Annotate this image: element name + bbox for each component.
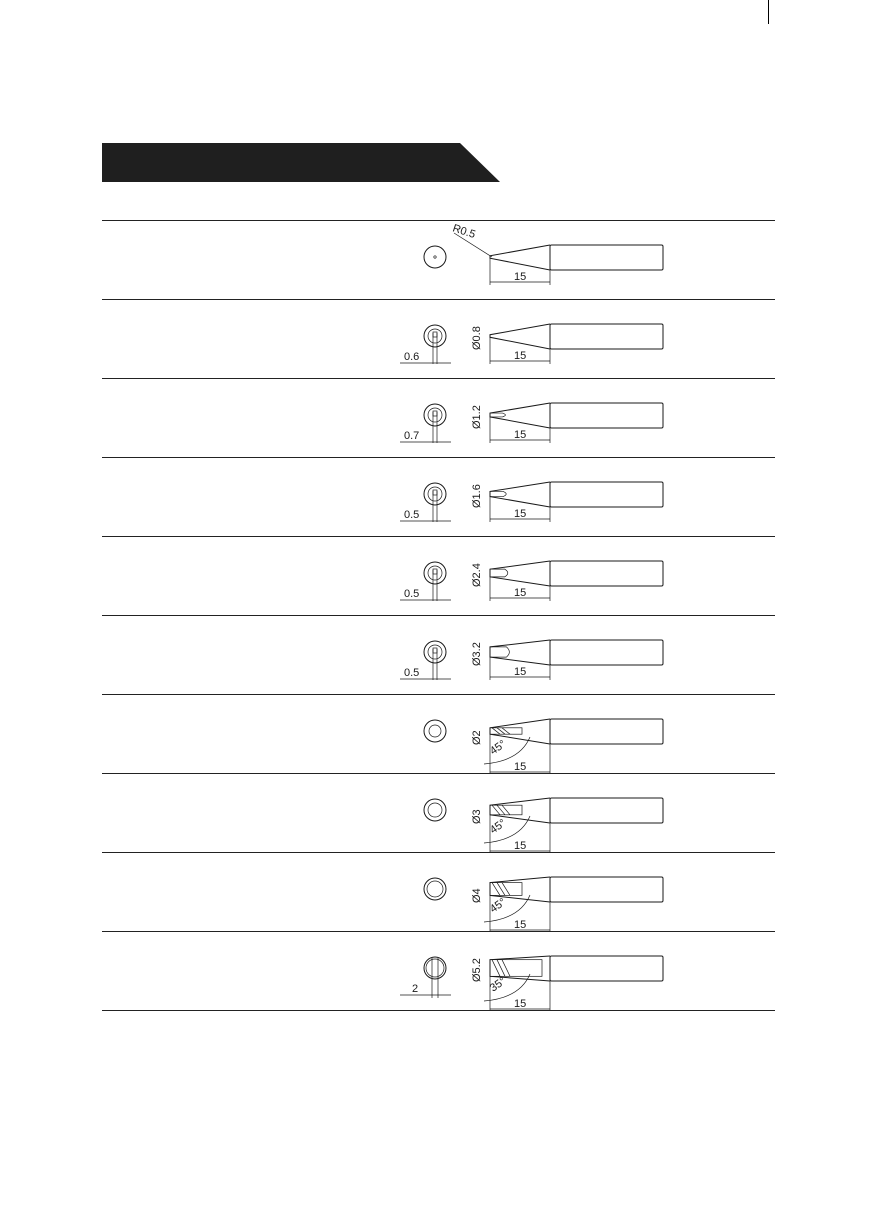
angle-label: 45° (487, 738, 509, 758)
angle-label: 45° (487, 896, 509, 916)
side-dimension-label: 2 (412, 983, 419, 995)
tip-drawing (392, 458, 772, 536)
length-label: 15 (514, 350, 527, 362)
chisel-face (490, 569, 508, 577)
tip-table (102, 220, 775, 1011)
shaft (550, 877, 663, 902)
shaft (550, 245, 663, 270)
tip-drawing (392, 774, 772, 852)
shaft (550, 640, 663, 665)
length-label: 15 (514, 508, 527, 520)
tip-drawing (392, 221, 772, 299)
length-label: 15 (514, 840, 527, 852)
tip-row (102, 378, 775, 457)
radius-label: R0.5 (451, 222, 477, 242)
tip-drawing (392, 695, 772, 773)
shaft (550, 719, 663, 744)
end-view-inner-circle (428, 408, 442, 422)
diameter-label: Ø1.6 (471, 484, 483, 508)
end-view-inner-circle (428, 803, 442, 817)
diameter-label: Ø2 (471, 730, 483, 745)
taper (490, 245, 550, 270)
tip-row-label-area (102, 458, 382, 536)
tip-row-label-area (102, 300, 382, 378)
tip-drawing (392, 379, 772, 457)
diameter-label: Ø2.4 (471, 563, 483, 587)
angle-label: 45° (487, 817, 509, 837)
tip-row (102, 852, 775, 931)
taper (490, 640, 550, 665)
flat-face (433, 332, 437, 337)
hatch (497, 883, 505, 896)
end-view-outer-circle (424, 641, 446, 663)
hatch (497, 960, 505, 977)
tip-row (102, 220, 775, 299)
tip-drawing (392, 616, 772, 694)
tip-drawing (392, 537, 772, 615)
hatch (492, 960, 500, 977)
end-view-outer-circle (424, 325, 446, 347)
end-view-outer-circle (424, 957, 446, 979)
shaft (550, 561, 663, 586)
tip-row (102, 536, 775, 615)
hatch (492, 883, 500, 896)
tip-row-label-area (102, 379, 382, 457)
tip-drawing (392, 932, 772, 1010)
tip-row (102, 931, 775, 1011)
hatch (502, 883, 510, 896)
tip-drawing (392, 300, 772, 378)
hatch (497, 728, 505, 734)
end-view-inner-circle (429, 725, 441, 737)
end-view-outer-circle (424, 720, 446, 742)
diameter-label: Ø3.2 (471, 642, 483, 666)
diameter-label: Ø3 (471, 809, 483, 824)
tip-row-label-area (102, 932, 382, 1010)
end-view-outer-circle (424, 799, 446, 821)
tip-row (102, 694, 775, 773)
end-view-outer-circle (424, 404, 446, 426)
length-label: 15 (514, 587, 527, 599)
end-view-inner-circle (427, 881, 443, 897)
hatch (492, 728, 500, 734)
shaft (550, 403, 663, 428)
side-dimension-label: 0.5 (404, 588, 420, 600)
shaft (550, 324, 663, 349)
bevel-body (490, 960, 542, 977)
diameter-label: Ø4 (471, 888, 483, 903)
diameter-label: Ø5.2 (471, 958, 483, 982)
end-view-inner-circle (434, 256, 436, 258)
flat-face (433, 411, 437, 416)
length-label: 15 (514, 429, 527, 441)
length-label: 15 (514, 998, 527, 1010)
tip-row-label-area (102, 616, 382, 694)
flat-face (433, 569, 437, 574)
shaft (550, 956, 663, 981)
shaft (550, 482, 663, 507)
tip-row-label-area (102, 695, 382, 773)
side-dimension-label: 0.7 (404, 430, 420, 442)
taper (490, 482, 550, 507)
tip-drawing (392, 853, 772, 931)
length-label: 15 (514, 271, 527, 283)
end-view-outer-circle (424, 562, 446, 584)
end-view-inner-circle (428, 329, 442, 343)
tip-row-label-area (102, 853, 382, 931)
tip-row (102, 299, 775, 378)
crop-mark (768, 0, 769, 24)
hatch (502, 728, 510, 734)
hatch (502, 805, 510, 815)
diameter-label: Ø0.8 (471, 326, 483, 350)
taper (490, 324, 550, 349)
tip-row-label-area (102, 221, 382, 299)
tip-row (102, 457, 775, 536)
end-view-inner-circle (428, 487, 442, 501)
taper (490, 561, 550, 586)
angle-label: 35° (487, 975, 509, 995)
shaft (550, 798, 663, 823)
side-dimension-label: 0.5 (404, 667, 420, 679)
hatch (492, 805, 500, 815)
side-dimension-label: 0.6 (404, 351, 420, 363)
end-view-inner-circle (428, 566, 442, 580)
end-view-outer-circle (424, 483, 446, 505)
tip-row-label-area (102, 774, 382, 852)
chisel-face (490, 647, 509, 657)
flat-face (433, 490, 437, 495)
length-label: 15 (514, 761, 527, 773)
tip-row-label-area (102, 537, 382, 615)
tip-row (102, 773, 775, 852)
end-view-outer-circle (424, 246, 446, 268)
diameter-label: Ø1.2 (471, 405, 483, 429)
chisel-face (490, 413, 505, 417)
hatch (502, 960, 510, 977)
flat-face (433, 648, 437, 653)
chisel-face (490, 491, 506, 496)
side-dimension-label: 0.5 (404, 509, 420, 521)
end-view-inner-circle (428, 645, 442, 659)
tip-row (102, 615, 775, 694)
section-header-band (102, 143, 502, 182)
hatch (497, 805, 505, 815)
length-label: 15 (514, 666, 527, 678)
length-label: 15 (514, 919, 527, 931)
end-view-inner-circle (426, 959, 444, 977)
taper (490, 403, 550, 428)
